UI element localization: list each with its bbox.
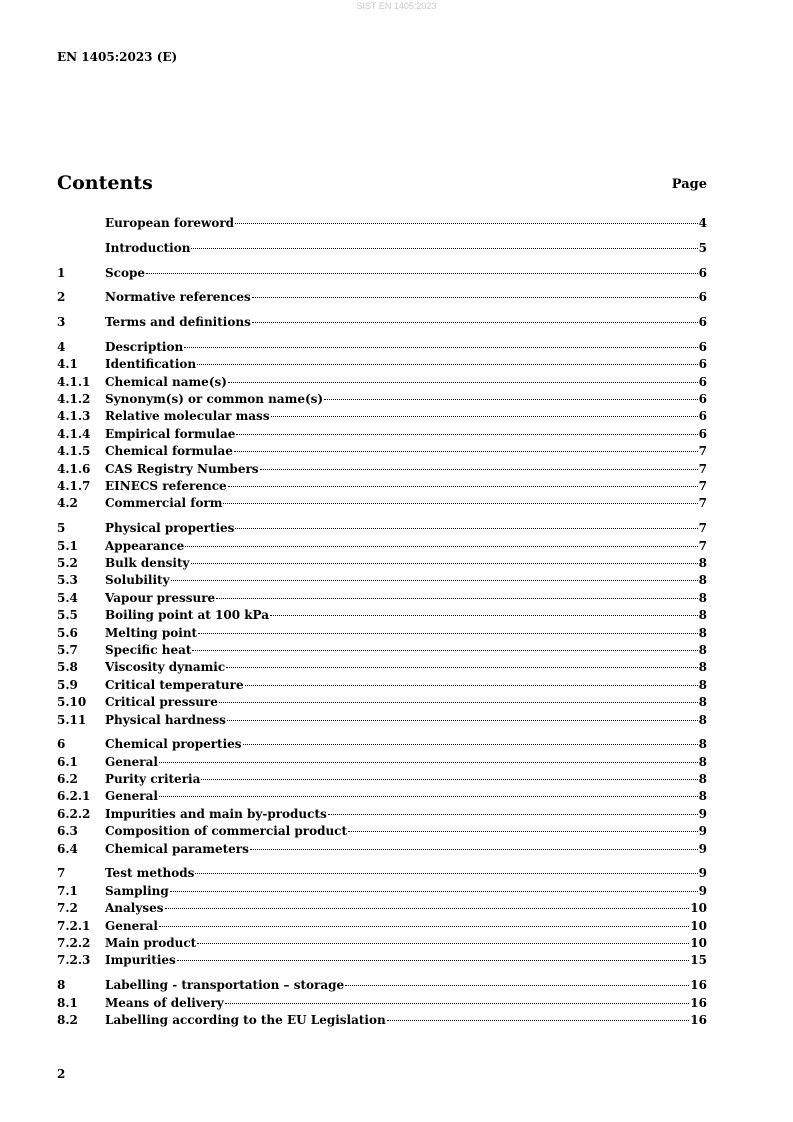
toc-entry-page: 9 — [698, 883, 707, 898]
dot-leader — [198, 633, 698, 634]
toc-entry-title: Critical pressure — [105, 695, 218, 710]
toc-entry-title: Composition of commercial product — [105, 824, 348, 839]
toc-entry[interactable] — [57, 374, 707, 391]
toc-entry-number: 2 — [57, 290, 66, 305]
toc-entry-number: 6.2.1 — [57, 789, 91, 804]
toc-title: Contents — [57, 172, 153, 194]
toc-entry[interactable] — [57, 408, 707, 425]
toc-entry-number: 5.1 — [57, 538, 78, 553]
toc-entry[interactable] — [57, 677, 707, 694]
dot-leader — [216, 598, 697, 599]
toc-entry-page: 10 — [690, 935, 707, 950]
toc-entry-number: 4.1.4 — [57, 426, 91, 441]
toc-entry-title: Terms and definitions — [105, 315, 251, 330]
toc-entry[interactable] — [57, 865, 707, 882]
toc-group — [57, 520, 707, 729]
toc-entry[interactable] — [57, 572, 707, 589]
toc-entry-title: Specific heat — [105, 642, 192, 657]
toc-entry-title: Main product — [105, 935, 197, 950]
toc-entry[interactable] — [57, 694, 707, 711]
toc-entry-number: 5.5 — [57, 608, 78, 623]
toc-entry-number: 7 — [57, 866, 66, 881]
toc-entry-page: 8 — [698, 625, 707, 640]
toc-entry-page: 8 — [698, 555, 707, 570]
toc-entry-title: Analyses — [105, 901, 164, 916]
toc-entry-number: 5.4 — [57, 590, 78, 605]
toc-entry[interactable] — [57, 607, 707, 624]
toc-entry-title: Labelling according to the EU Legislation — [105, 1012, 386, 1027]
toc-entry[interactable] — [57, 841, 707, 858]
toc-entry-title: Chemical properties — [105, 737, 242, 752]
table-of-contents — [57, 215, 707, 1029]
dot-leader — [270, 615, 698, 616]
dot-leader — [228, 486, 698, 487]
dot-leader — [225, 1003, 690, 1004]
toc-entry-page: 6 — [698, 265, 707, 280]
toc-entry-number: 8 — [57, 978, 66, 993]
toc-entry-title: Chemical formulae — [105, 444, 233, 459]
dot-leader — [324, 399, 698, 400]
toc-entry[interactable] — [57, 426, 707, 443]
toc-group — [57, 240, 707, 257]
toc-entry-page: 8 — [698, 642, 707, 657]
toc-entry-number: 5.11 — [57, 712, 87, 727]
toc-entry-title: Appearance — [105, 538, 185, 553]
toc-entry-title: Synonym(s) or common name(s) — [105, 392, 324, 407]
toc-entry-page: 7 — [698, 444, 707, 459]
toc-entry[interactable] — [57, 339, 707, 356]
toc-entry[interactable] — [57, 659, 707, 676]
toc-entry-title: Normative references — [105, 290, 251, 305]
dot-leader — [227, 720, 698, 721]
toc-entry-number: 4.1.2 — [57, 392, 91, 407]
toc-group — [57, 865, 707, 969]
toc-entry-page: 6 — [698, 339, 707, 354]
dot-leader — [170, 891, 698, 892]
toc-heading — [57, 172, 707, 198]
toc-entry-page: 8 — [698, 590, 707, 605]
toc-entry-title: Physical properties — [105, 521, 235, 536]
toc-entry-title: Viscosity dynamic — [105, 660, 226, 675]
toc-entry[interactable] — [57, 495, 707, 512]
toc-entry-title: Means of delivery — [105, 995, 224, 1010]
dot-leader — [159, 762, 698, 763]
toc-entry-title: Commercial form — [105, 496, 223, 511]
toc-entry-page: 8 — [698, 660, 707, 675]
toc-entry-number: 5.7 — [57, 642, 78, 657]
toc-entry[interactable] — [57, 883, 707, 900]
toc-page-label: Page — [671, 177, 707, 192]
toc-entry-title: Scope — [105, 265, 146, 280]
toc-entry-page: 8 — [698, 608, 707, 623]
toc-entry[interactable] — [57, 754, 707, 771]
toc-entry[interactable] — [57, 712, 707, 729]
toc-entry[interactable] — [57, 1012, 707, 1029]
toc-entry-page: 8 — [698, 677, 707, 692]
dot-leader — [159, 926, 689, 927]
toc-entry-number: 6 — [57, 737, 66, 752]
toc-entry-page: 9 — [698, 824, 707, 839]
toc-entry[interactable] — [57, 240, 707, 257]
toc-entry-number: 6.2 — [57, 772, 78, 787]
toc-entry-page: 10 — [690, 901, 707, 916]
toc-entry-number: 5.9 — [57, 677, 78, 692]
toc-entry[interactable] — [57, 478, 707, 495]
toc-entry-page: 8 — [698, 754, 707, 769]
toc-group — [57, 215, 707, 232]
toc-entry-number: 7.2.3 — [57, 953, 91, 968]
toc-entry-page: 6 — [698, 315, 707, 330]
toc-entry[interactable] — [57, 625, 707, 642]
dot-leader — [245, 685, 698, 686]
toc-group — [57, 977, 707, 1029]
toc-entry-number: 6.4 — [57, 841, 78, 856]
toc-entry-number: 4.2 — [57, 496, 78, 511]
toc-entry-page: 4 — [698, 216, 707, 230]
toc-entry-page: 8 — [698, 695, 707, 710]
dot-leader — [387, 1020, 690, 1021]
toc-entry[interactable] — [57, 823, 707, 840]
toc-entry-title: Chemical name(s) — [105, 374, 227, 389]
toc-entry-title: General — [105, 789, 158, 804]
toc-entry-number: 7.2.2 — [57, 935, 91, 950]
toc-group — [57, 314, 707, 331]
toc-entry[interactable] — [57, 935, 707, 952]
toc-entry-title: Identification — [105, 357, 197, 372]
toc-entry[interactable] — [57, 952, 707, 969]
watermark: SIST EN 1405:2023 — [356, 1, 437, 11]
toc-entry-title: Labelling - transportation – storage — [105, 978, 345, 993]
toc-entry[interactable] — [57, 443, 707, 460]
toc-entry-page: 7 — [698, 521, 707, 536]
toc-entry-number: 6.1 — [57, 754, 78, 769]
toc-entry-title: Test methods — [105, 866, 195, 881]
toc-entry-number: 5.2 — [57, 555, 78, 570]
dot-leader — [177, 960, 689, 961]
toc-entry[interactable] — [57, 289, 707, 306]
dot-leader — [165, 908, 690, 909]
toc-entry-number: 6.3 — [57, 824, 78, 839]
toc-entry-number: 7.1 — [57, 883, 78, 898]
toc-entry[interactable] — [57, 555, 707, 572]
dot-leader — [235, 223, 698, 224]
dot-leader — [252, 322, 698, 323]
toc-group — [57, 289, 707, 306]
dot-leader — [226, 667, 697, 668]
toc-entry-title: Purity criteria — [105, 772, 201, 787]
toc-entry-number: 7.2 — [57, 901, 78, 916]
dot-leader — [185, 546, 697, 547]
toc-entry[interactable] — [57, 314, 707, 331]
toc-entry-title: Impurities — [105, 953, 176, 968]
toc-entry[interactable] — [57, 215, 707, 232]
page-number: 2 — [57, 1067, 66, 1081]
toc-entry[interactable] — [57, 590, 707, 607]
toc-group — [57, 339, 707, 513]
toc-entry-page: 16 — [690, 995, 707, 1010]
dot-leader — [171, 580, 698, 581]
toc-entry-number: 7.2.1 — [57, 918, 91, 933]
toc-entry-number: 4.1.7 — [57, 479, 91, 494]
toc-entry[interactable] — [57, 520, 707, 537]
dot-leader — [223, 503, 697, 504]
toc-entry-number: 3 — [57, 315, 66, 330]
toc-entry-number: 4.1 — [57, 357, 78, 372]
toc-entry[interactable] — [57, 265, 707, 282]
toc-entry-page: 8 — [698, 772, 707, 787]
toc-entry[interactable] — [57, 642, 707, 659]
toc-entry-page: 8 — [698, 737, 707, 752]
toc-entry-number: 5.8 — [57, 660, 78, 675]
toc-entry-number: 5.6 — [57, 625, 78, 640]
toc-entry-title: European foreword — [105, 216, 235, 230]
toc-entry-page: 8 — [698, 789, 707, 804]
dot-leader — [159, 796, 698, 797]
dot-leader — [260, 469, 698, 470]
dot-leader — [191, 563, 698, 564]
toc-entry-number: 8.1 — [57, 995, 78, 1010]
dot-leader — [345, 985, 689, 986]
toc-entry-title: Impurities and main by-products — [105, 806, 327, 821]
toc-entry-number: 4 — [57, 339, 66, 354]
toc-entry-title: Critical temperature — [105, 677, 244, 692]
toc-entry-page: 6 — [698, 290, 707, 305]
toc-entry-page: 6 — [698, 357, 707, 372]
toc-entry-number: 5 — [57, 521, 66, 536]
toc-entry[interactable] — [57, 788, 707, 805]
dot-leader — [252, 297, 698, 298]
toc-entry-page: 9 — [698, 806, 707, 821]
toc-entry[interactable] — [57, 918, 707, 935]
toc-entry[interactable] — [57, 736, 707, 753]
toc-entry-title: Physical hardness — [105, 712, 226, 727]
toc-entry-page: 9 — [698, 866, 707, 881]
document-id: EN 1405:2023 (E) — [57, 50, 178, 64]
toc-entry-title: Vapour pressure — [105, 590, 216, 605]
toc-entry-page: 16 — [690, 1012, 707, 1027]
toc-entry-number: 5.10 — [57, 695, 87, 710]
toc-entry-number: 8.2 — [57, 1012, 78, 1027]
toc-entry-number: 5.3 — [57, 573, 78, 588]
toc-entry-title: Relative molecular mass — [105, 409, 270, 424]
dot-leader — [228, 382, 698, 383]
toc-entry-title: Sampling — [105, 883, 169, 898]
dot-leader — [235, 528, 697, 529]
toc-entry-title: Bulk density — [105, 555, 190, 570]
dot-leader — [201, 779, 697, 780]
dot-leader — [234, 451, 698, 452]
toc-entry-title: General — [105, 754, 158, 769]
dot-leader — [191, 248, 697, 249]
toc-entry-title: Introduction — [105, 240, 191, 255]
toc-entry-page: 7 — [698, 538, 707, 553]
dot-leader — [250, 849, 698, 850]
toc-entry-page: 7 — [698, 461, 707, 476]
toc-entry-title: Empirical formulae — [105, 426, 236, 441]
dot-leader — [271, 416, 698, 417]
toc-entry-number: 4.1.1 — [57, 374, 91, 389]
dot-leader — [328, 814, 698, 815]
dot-leader — [184, 347, 697, 348]
toc-entry-page: 9 — [698, 841, 707, 856]
toc-entry-page: 10 — [690, 918, 707, 933]
toc-group — [57, 736, 707, 858]
toc-entry[interactable] — [57, 806, 707, 823]
toc-entry-page: 7 — [698, 479, 707, 494]
dot-leader — [146, 273, 698, 274]
toc-entry-title: Melting point — [105, 625, 198, 640]
toc-entry-number: 1 — [57, 265, 66, 280]
toc-entry-number: 4.1.6 — [57, 461, 91, 476]
toc-entry[interactable] — [57, 538, 707, 555]
toc-entry-page: 16 — [690, 978, 707, 993]
toc-entry-page: 5 — [698, 240, 707, 255]
toc-entry-title: Solubility — [105, 573, 170, 588]
dot-leader — [219, 702, 698, 703]
toc-entry-title: Chemical parameters — [105, 841, 249, 856]
toc-entry[interactable] — [57, 356, 707, 373]
toc-entry-page: 7 — [698, 496, 707, 511]
toc-entry-title: General — [105, 918, 158, 933]
toc-entry-title: Description — [105, 339, 184, 354]
toc-entry-number: 4.1.5 — [57, 444, 91, 459]
toc-entry[interactable] — [57, 900, 707, 917]
toc-group — [57, 265, 707, 282]
dot-leader — [195, 873, 697, 874]
toc-entry-number: 4.1.3 — [57, 409, 91, 424]
dot-leader — [243, 744, 698, 745]
toc-entry-title: EINECS reference — [105, 479, 227, 494]
dot-leader — [236, 434, 697, 435]
toc-entry-page: 15 — [690, 953, 707, 968]
toc-entry-page: 8 — [698, 573, 707, 588]
toc-entry-number: 6.2.2 — [57, 806, 91, 821]
toc-entry-page: 6 — [698, 409, 707, 424]
toc-entry-page: 6 — [698, 392, 707, 407]
toc-entry[interactable] — [57, 995, 707, 1012]
toc-entry-page: 8 — [698, 712, 707, 727]
toc-entry-page: 6 — [698, 374, 707, 389]
toc-entry[interactable] — [57, 771, 707, 788]
toc-entry-page: 6 — [698, 426, 707, 441]
toc-entry[interactable] — [57, 461, 707, 478]
dot-leader — [197, 364, 698, 365]
toc-entry[interactable] — [57, 977, 707, 994]
toc-entry-title: Boiling point at 100 kPa — [105, 608, 270, 623]
toc-entry-title: CAS Registry Numbers — [105, 461, 259, 476]
toc-entry[interactable] — [57, 391, 707, 408]
dot-leader — [197, 943, 689, 944]
dot-leader — [192, 650, 697, 651]
dot-leader — [348, 831, 698, 832]
